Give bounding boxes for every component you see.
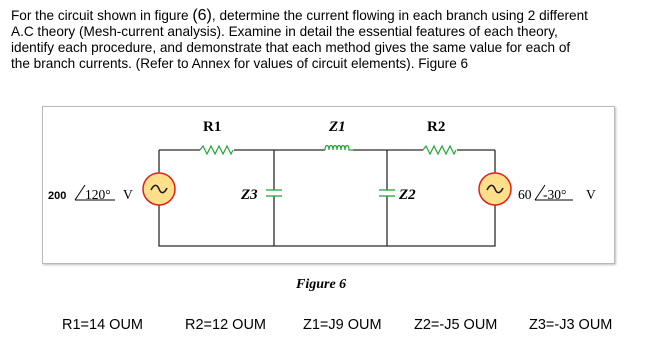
source-left-unit: V bbox=[123, 187, 133, 202]
circuit-schematic bbox=[43, 107, 614, 263]
question-text bbox=[11, 8, 659, 72]
source-left-magnitude: 200 bbox=[48, 190, 67, 202]
label-z1: Z1 bbox=[329, 119, 346, 135]
resistor-r1 bbox=[200, 146, 233, 154]
circuit-wires bbox=[159, 150, 495, 246]
source-left-angle-icon bbox=[75, 185, 85, 200]
value-z3: Z3=-J3 OUM bbox=[529, 317, 613, 333]
question-line-2: A.C theory (Mesh-current analysis). Examine in detail the essential features of each theory, bbox=[11, 24, 558, 39]
question-line-1-end: , determine the current flowing in each branch using 2 different bbox=[211, 8, 588, 23]
label-z2: Z2 bbox=[399, 187, 416, 203]
value-z2: Z2=-J5 OUM bbox=[414, 317, 498, 333]
circuit-diagram bbox=[42, 106, 615, 264]
source-right-magnitude: 60 bbox=[518, 187, 532, 202]
question-line-4: the branch currents. (Refer to Annex for values of circuit elements). Figure 6 bbox=[11, 56, 469, 71]
label-z3: Z3 bbox=[241, 187, 258, 203]
source-right-angle: -30° bbox=[543, 187, 567, 202]
question-line-3: identify each procedure, and demonstrate that each method gives the same value for each of bbox=[11, 40, 571, 55]
source-right-value bbox=[518, 185, 596, 202]
label-r2: R2 bbox=[427, 119, 446, 135]
source-right bbox=[479, 173, 511, 205]
value-r2: R2=12 OUM bbox=[185, 317, 266, 333]
element-values bbox=[0, 317, 669, 337]
value-r1: R1=14 OUM bbox=[62, 317, 143, 333]
capacitor-z2 bbox=[379, 190, 395, 196]
source-right-unit: V bbox=[586, 187, 596, 202]
question-line-1 bbox=[11, 8, 588, 23]
inductor-z1 bbox=[325, 146, 353, 151]
resistor-r2 bbox=[423, 146, 456, 154]
wire-bottom bbox=[159, 205, 495, 246]
source-left-value bbox=[48, 185, 133, 202]
source-left bbox=[143, 173, 175, 205]
capacitor-z3 bbox=[266, 190, 282, 196]
value-z1: Z1=J9 OUM bbox=[303, 317, 382, 333]
source-left-angle: 120° bbox=[85, 187, 111, 202]
figure-caption: Figure 6 bbox=[296, 277, 347, 292]
label-r1: R1 bbox=[203, 119, 222, 135]
question-line-1-start: For the circuit shown in figure bbox=[11, 8, 193, 23]
figure-reference: (6) bbox=[192, 7, 212, 24]
